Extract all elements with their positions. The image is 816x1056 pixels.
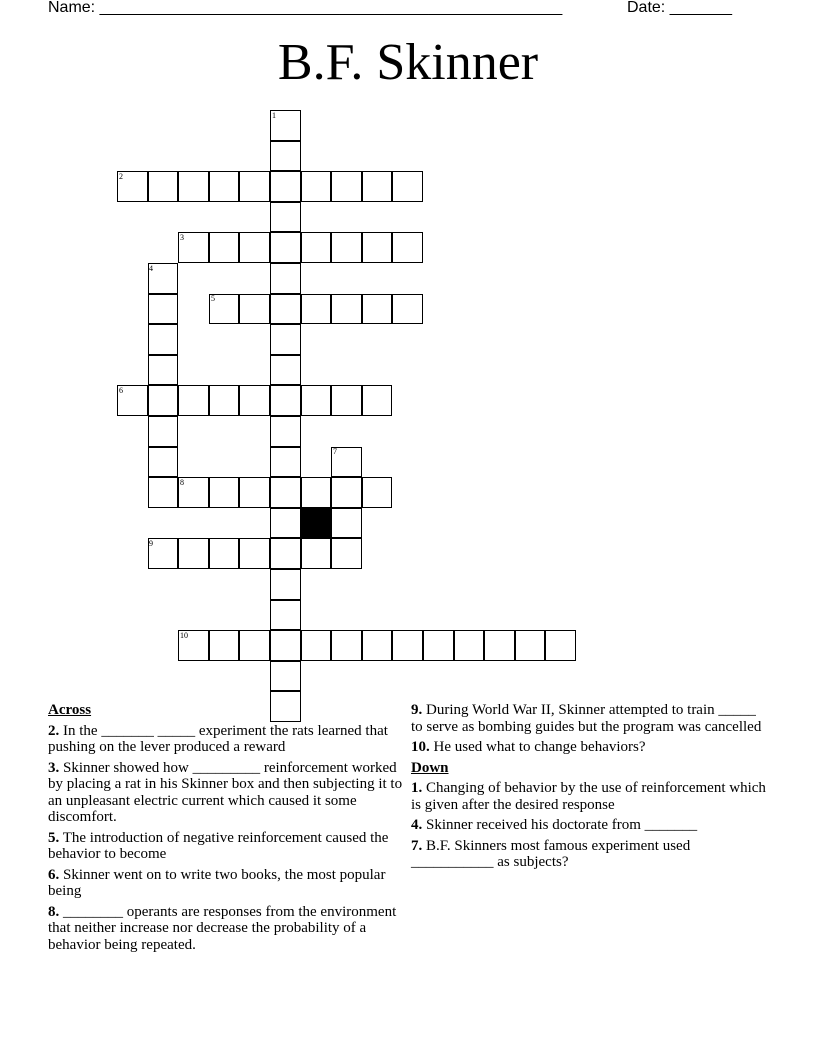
clue-number: 6. bbox=[48, 866, 60, 883]
grid-cell[interactable] bbox=[301, 477, 332, 508]
clue-number: 7. bbox=[411, 837, 423, 854]
clue-text: Skinner received his doctorate from _______ bbox=[422, 817, 698, 833]
clue-down-1 bbox=[411, 780, 771, 813]
clue-text: Skinner went on to write two books, the most popular being bbox=[48, 866, 386, 899]
grid-cell[interactable] bbox=[362, 385, 393, 416]
clue-number-6: 6 bbox=[119, 386, 123, 395]
page-title: B.F. Skinner bbox=[277, 34, 539, 91]
grid-cell[interactable] bbox=[331, 294, 362, 325]
grid-cell[interactable] bbox=[362, 294, 393, 325]
clue-across-6 bbox=[48, 867, 408, 900]
grid-cell[interactable] bbox=[454, 630, 485, 661]
grid-cell[interactable] bbox=[270, 630, 301, 661]
grid-cell[interactable] bbox=[178, 385, 209, 416]
grid-cell[interactable] bbox=[331, 171, 362, 202]
grid-cell[interactable] bbox=[209, 232, 240, 263]
clue-text: Changing of behavior by the use of reinforcement which is given after the desired response bbox=[411, 780, 766, 813]
clue-across-2 bbox=[48, 723, 408, 756]
grid-cell[interactable] bbox=[270, 661, 301, 692]
clue-number-3: 3 bbox=[180, 233, 184, 242]
clue-text: B.F. Skinners most famous experiment used ___________ as subjects? bbox=[411, 837, 691, 870]
grid-cell[interactable] bbox=[270, 508, 301, 539]
grid-cell[interactable] bbox=[270, 263, 301, 294]
clue-down-4 bbox=[411, 817, 771, 834]
grid-cell[interactable] bbox=[178, 171, 209, 202]
clue-text: In the _______ _____ experiment the rats learned that pushing on the lever produced a reward bbox=[48, 722, 388, 755]
grid-cell[interactable] bbox=[270, 294, 301, 325]
grid-cell[interactable] bbox=[209, 630, 240, 661]
clue-number: 5. bbox=[48, 829, 60, 846]
clue-number-2: 2 bbox=[119, 172, 123, 181]
clue-number-9: 9 bbox=[149, 539, 153, 548]
clues-column-right bbox=[411, 702, 771, 875]
grid-cell[interactable] bbox=[270, 447, 301, 478]
grid-cell[interactable] bbox=[239, 538, 270, 569]
clue-number-8: 8 bbox=[180, 478, 184, 487]
grid-cell[interactable] bbox=[301, 385, 332, 416]
grid-cell[interactable] bbox=[270, 171, 301, 202]
grid-cell[interactable] bbox=[331, 538, 362, 569]
grid-cell[interactable] bbox=[148, 477, 179, 508]
clue-text: ________ operants are responses from the environment that neither increase nor decrease the probability of a behavior being repeated. bbox=[48, 903, 397, 953]
date-field-label: Date: _______ bbox=[627, 0, 732, 16]
grid-cell[interactable] bbox=[270, 202, 301, 233]
grid-cell[interactable] bbox=[392, 294, 423, 325]
clue-number: 4. bbox=[411, 817, 423, 833]
grid-cell[interactable] bbox=[301, 630, 332, 661]
clue-number-4: 4 bbox=[149, 264, 153, 273]
clue-across-9 bbox=[411, 702, 771, 735]
grid-cell[interactable] bbox=[209, 538, 240, 569]
grid-cell[interactable] bbox=[239, 171, 270, 202]
clue-text: During World War II, Skinner attempted to train _____ to serve as bombing guides but the program was cancelled bbox=[411, 702, 762, 735]
grid-cell[interactable] bbox=[362, 171, 393, 202]
grid-cell[interactable] bbox=[423, 630, 454, 661]
grid-cell[interactable] bbox=[270, 477, 301, 508]
grid-cell[interactable] bbox=[148, 385, 179, 416]
grid-cell[interactable] bbox=[239, 477, 270, 508]
grid-cell[interactable] bbox=[301, 538, 332, 569]
down-heading: Down bbox=[411, 759, 449, 776]
grid-cell[interactable] bbox=[239, 232, 270, 263]
clue-text: The introduction of negative reinforcement caused the behavior to become bbox=[48, 829, 389, 862]
grid-cell[interactable] bbox=[270, 232, 301, 263]
clue-down-7 bbox=[411, 838, 771, 871]
grid-cell[interactable] bbox=[362, 477, 393, 508]
clue-text: He used what to change behaviors? bbox=[429, 739, 646, 755]
grid-cell[interactable] bbox=[362, 232, 393, 263]
grid-cell[interactable] bbox=[362, 630, 393, 661]
clue-number: 3. bbox=[48, 759, 60, 776]
clue-number-1: 1 bbox=[272, 111, 276, 120]
grid-cell[interactable] bbox=[239, 630, 270, 661]
clue-number-7: 7 bbox=[333, 447, 337, 456]
clue-across-5 bbox=[48, 830, 408, 863]
blocked-cell bbox=[301, 508, 332, 539]
grid-cell[interactable] bbox=[148, 355, 179, 386]
grid-cell[interactable] bbox=[270, 141, 301, 172]
grid-cell[interactable] bbox=[392, 232, 423, 263]
grid-cell[interactable] bbox=[392, 630, 423, 661]
grid-cell[interactable] bbox=[301, 171, 332, 202]
clue-across-10 bbox=[411, 739, 771, 756]
clue-text: Skinner showed how _________ reinforcement worked by placing a rat in his Skinner box and then subjecting it to an unpleasant electric current which caused it some discomfort. bbox=[48, 759, 403, 825]
grid-cell[interactable] bbox=[301, 232, 332, 263]
grid-cell[interactable] bbox=[270, 385, 301, 416]
clue-number-5: 5 bbox=[211, 294, 215, 303]
grid-cell[interactable] bbox=[270, 355, 301, 386]
grid-cell[interactable] bbox=[239, 294, 270, 325]
clue-number: 2. bbox=[48, 722, 60, 739]
grid-cell[interactable] bbox=[270, 600, 301, 631]
name-field-label: Name: ____________________________________________________ bbox=[48, 0, 563, 16]
grid-cell[interactable] bbox=[545, 630, 576, 661]
grid-cell[interactable] bbox=[148, 294, 179, 325]
grid-cell[interactable] bbox=[331, 385, 362, 416]
grid-cell[interactable] bbox=[178, 538, 209, 569]
grid-cell[interactable] bbox=[148, 416, 179, 447]
grid-cell[interactable] bbox=[209, 385, 240, 416]
grid-cell[interactable] bbox=[392, 171, 423, 202]
clue-number: 8. bbox=[48, 903, 60, 920]
grid-cell[interactable] bbox=[270, 324, 301, 355]
grid-cell[interactable] bbox=[484, 630, 515, 661]
grid-cell[interactable] bbox=[209, 477, 240, 508]
clue-across-3 bbox=[48, 760, 408, 826]
clue-number: 10. bbox=[411, 739, 430, 755]
clue-across-8 bbox=[48, 904, 408, 954]
grid-cell[interactable] bbox=[270, 569, 301, 600]
grid-cell[interactable] bbox=[270, 416, 301, 447]
grid-cell[interactable] bbox=[148, 447, 179, 478]
grid-cell[interactable] bbox=[331, 232, 362, 263]
across-heading: Across bbox=[48, 702, 92, 718]
grid-cell[interactable] bbox=[209, 171, 240, 202]
grid-cell[interactable] bbox=[331, 630, 362, 661]
grid-cell[interactable] bbox=[331, 508, 362, 539]
grid-cell[interactable] bbox=[331, 477, 362, 508]
clue-number: 9. bbox=[411, 702, 423, 718]
grid-cell[interactable] bbox=[148, 171, 179, 202]
clue-number-10: 10 bbox=[180, 631, 188, 640]
grid-cell[interactable] bbox=[270, 538, 301, 569]
grid-cell[interactable] bbox=[148, 324, 179, 355]
grid-cell[interactable] bbox=[515, 630, 546, 661]
grid-cell[interactable] bbox=[301, 294, 332, 325]
clues-column-left bbox=[48, 702, 408, 957]
clue-number: 1. bbox=[411, 780, 423, 796]
grid-cell[interactable] bbox=[239, 385, 270, 416]
